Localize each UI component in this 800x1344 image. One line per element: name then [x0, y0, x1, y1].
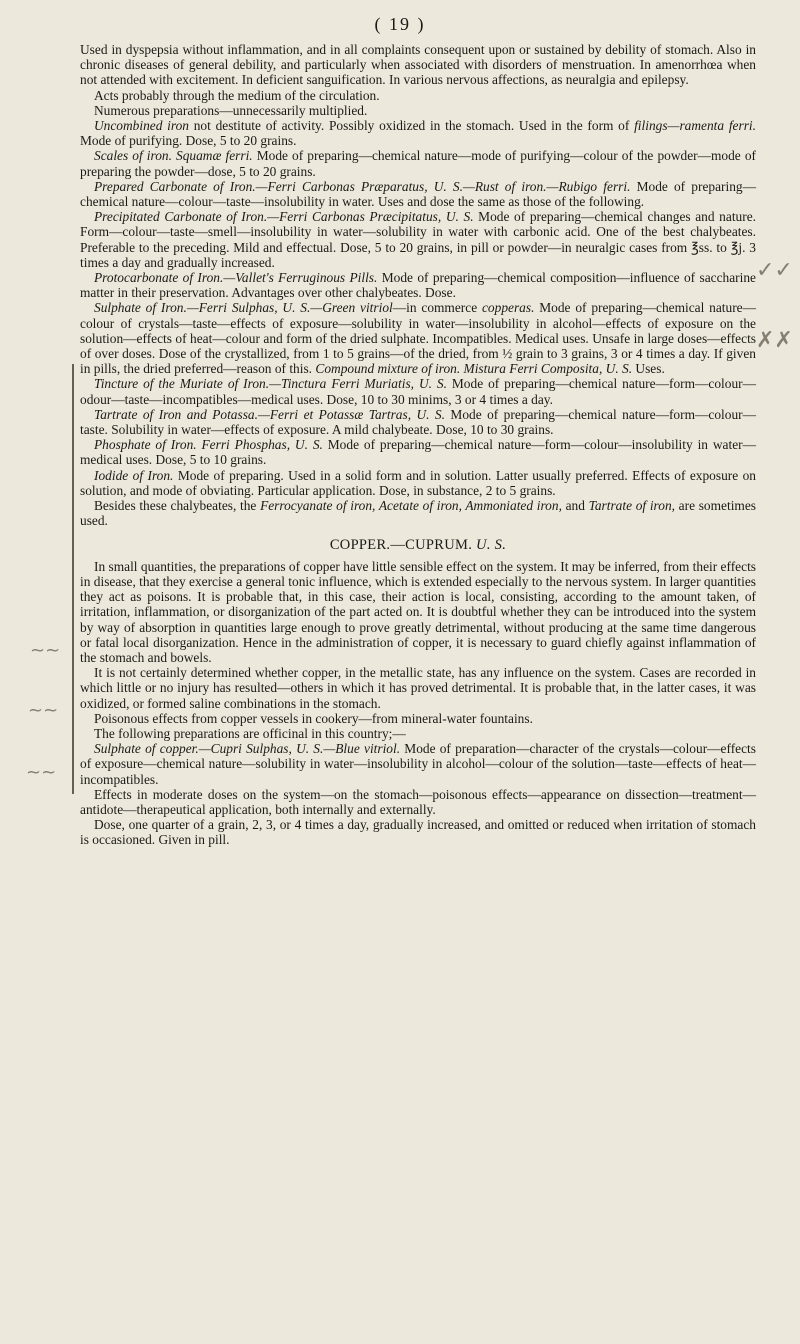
- text-run: Used in dyspepsia without inflammation, and in all complaints consequent upon or sustained by debility of stomach. Also in chronic diseases of general debility, and particularly when associated with disorders of menstruation. In amenorrhœa when not attended with excitement. In deficient sanguification. In various nervous affections, as neuralgia and epilepsy.: [80, 42, 756, 88]
- text-paragraph: [80, 817, 756, 847]
- italic-term: Prepared Carbonate of Iron.—Ferri Carbonas Præparatus, U. S.—Rust of iron.—Rubigo ferri.: [94, 178, 631, 194]
- page-number: ( 19 ): [374, 14, 426, 34]
- text-run: Mode of preparing. Used in a solid form and in solution. Latter usually preferred. Effects of exposure on solution, and mode of obviating. Particular application. Dose, in substance, 2 to 5 grains.: [80, 467, 757, 498]
- text-run: In small quantities, the preparations of copper have little sensible effect on the system. It may be inferred, from their effects in disease, that they exercise a general tonic influence, which is extended especially to the nervous system. In larger quantities they act as poisons. It is probable that, in this case, their action is local, consisting, according to the amount taken, of irritation, inflammation, or disorganization of the part acted on. It is doubtful whether they can be introduced into the system by way of absorption in quantities large enough to prove greatly detrimental, without producing at the same time dangerous or fatal local disorganization. Hence in the administration of copper, it is necessary to guard chiefly against inflammation of the stomach and bowels.: [80, 558, 756, 665]
- text-paragraph: [80, 787, 756, 817]
- text-run: Mode of preparing—chemical nature—form—colour—odour—taste—incompatibles—medical uses. Dose, 10 to 30 minims, 3 or 4 times a day.: [80, 376, 756, 407]
- handwritten-cross-mark: ✗✗: [756, 328, 793, 353]
- italic-term: Protocarbonate of Iron.—Vallet's Ferruginous Pills.: [94, 270, 378, 286]
- text-paragraph: [80, 118, 756, 148]
- text-paragraph: [80, 270, 756, 300]
- text-paragraph: [80, 88, 756, 103]
- text-run: The following preparations are officinal in this country;—: [94, 725, 406, 741]
- italic-term: Compound mixture of iron. Mistura Ferri Composita, U. S.: [315, 361, 633, 377]
- text-paragraph: [80, 300, 756, 376]
- text-run: Mode of preparing—chemical nature—colour of crystals—taste—effects of exposure—solubility in water—insolubility in alcohol—effects of exposure on the solution—effects of heat—colour and form of the dried sulphate. Incompatibles. Medical uses. Unsafe in large doses—effects of over doses. Dose of the crystallized, from 1 to 5 grains—of the dried, from ½ grain to 3 grains, 3 or 4 times a day. If given in pills, the dried preferred—reason of this.: [80, 300, 757, 377]
- section-heading: [80, 538, 756, 553]
- text-run: Acts probably through the medium of the circulation.: [94, 87, 380, 103]
- text-run: Poisonous effects from copper vessels in cookery—from mineral-water fountains.: [94, 710, 533, 726]
- handwritten-margin-note: ~~: [28, 700, 59, 721]
- italic-term: Uncombined iron: [94, 118, 189, 134]
- text-paragraph: [80, 498, 756, 528]
- text-paragraph: [80, 209, 756, 270]
- handwritten-margin-note: ~~: [30, 640, 61, 661]
- text-paragraph: [80, 437, 756, 467]
- text-run: not destitute of activity. Possibly oxidized in the stomach. Used in the form of: [189, 118, 635, 134]
- italic-term: Iodide of Iron.: [94, 467, 174, 483]
- text-paragraph: [80, 741, 756, 787]
- text-run: Mode of preparing—chemical nature—mode of purifying—colour of the powder—mode of preparing the powder—dose, 5 to 20 grains.: [80, 148, 756, 179]
- text-run: Mode of preparing—chemical composition—influence of saccharine matter in their preservation. Advantages over other chalybeates. Dose.: [80, 270, 756, 301]
- text-paragraph: [80, 726, 756, 741]
- text-paragraph: [80, 376, 756, 406]
- italic-term: Precipitated Carbonate of Iron.—Ferri Carbonas Præcipitatus, U. S.: [94, 209, 474, 225]
- handwritten-margin-note: ~~: [26, 762, 57, 783]
- text-run: COPPER.—CUPRUM.: [329, 536, 477, 553]
- text-run: Dose, one quarter of a grain, 2, 3, or 4 times a day, gradually increased, and omitted or reduced when irritation of stomach is occasioned. Given in pill.: [80, 817, 756, 848]
- text-paragraph: [80, 179, 756, 209]
- text-paragraph: [80, 711, 756, 726]
- text-paragraph: [80, 407, 756, 437]
- text-run: Numerous preparations—unnecessarily multiplied.: [94, 102, 368, 118]
- italic-term: Sulphate of copper.—Cupri Sulphas, U. S.—Blue vitriol.: [94, 741, 401, 757]
- italic-term: Tartrate of iron,: [588, 498, 675, 514]
- text-paragraph: [80, 665, 756, 711]
- italic-term: Ferrocyanate of iron, Acetate of iron, Ammoniated iron,: [260, 498, 562, 514]
- text-run: —in commerce: [392, 300, 482, 316]
- text-run: It is not certainly determined whether copper, in the metallic state, has any influence on the system. Cases are recorded in which little or no injury has resulted—others in which it has proved detrimental. It is probable that, in the latter cases, it was oxidized, or formed saline combinations in the stomach.: [80, 665, 756, 711]
- text-run: Effects in moderate doses on the system—on the stomach—poisonous effects—appearance on dissection—treatment—antidote—therapeutical application, both internally and externally.: [80, 786, 756, 817]
- text-run: Uses.: [632, 361, 665, 377]
- italic-term: Phosphate of Iron. Ferri Phosphas, U. S.: [94, 437, 323, 453]
- italic-term: Sulphate of Iron.—Ferri Sulphas, U. S.—Green vitriol: [94, 300, 393, 316]
- handwritten-check-mark: ✓✓: [756, 258, 793, 283]
- text-run: are sometimes used.: [80, 498, 756, 529]
- text-run: Mode of preparing—chemical nature—colour—taste—insolubility in water. Uses and dose the same as those of the following.: [80, 178, 756, 210]
- margin-bracket: [72, 364, 74, 794]
- italic-term: Tincture of the Muriate of Iron.—Tinctura Ferri Muriatis, U. S.: [94, 376, 447, 392]
- italic-term: filings—ramenta ferri.: [634, 118, 756, 134]
- text-run: Mode of preparation—character of the crystals—colour—effects of exposure—chemical nature—solubility in water—insolubility in alcohol—colour of the solution—taste—effects of heat—incompatibles.: [80, 741, 756, 787]
- text-paragraph: [80, 42, 756, 88]
- italic-term: Scales of iron. Squamæ ferri.: [94, 148, 253, 164]
- italic-term: Tartrate of Iron and Potassa.—Ferri et Potassæ Tartras, U. S.: [94, 406, 445, 422]
- text-run: and: [561, 498, 589, 514]
- text-paragraph: [80, 468, 756, 498]
- text-paragraph: [80, 103, 756, 118]
- italic-term: U. S.: [476, 536, 507, 553]
- text-run: Mode of purifying. Dose, 5 to 20 grains.: [80, 133, 297, 149]
- italic-term: copperas.: [481, 300, 535, 316]
- page-body-text: [80, 42, 756, 848]
- text-run: Mode of preparing—chemical changes and nature. Form—colour—taste—smell—insolubility in water—solubility in water with carbonic acid. One of the best chalybeates. Preferable to the preceding. Mild and effectual. Dose, 5 to 20 grains, in pill or powder—in neuralgic cases from ℥ss. to ℥j. 3 times a day and gradually increased.: [80, 209, 756, 270]
- text-paragraph: [80, 559, 756, 665]
- text-paragraph: [80, 148, 756, 178]
- text-run: Mode of preparing—chemical nature—form—colour—insolubility in water—medical uses. Dose, 5 to 10 grains.: [80, 437, 756, 468]
- text-run: Mode of preparing—chemical nature—form—colour—taste. Solubility in water—effects of exposure. A mild chalybeate. Dose, 10 to 30 grains.: [80, 406, 756, 438]
- text-run: Besides these chalybeates, the: [94, 498, 261, 514]
